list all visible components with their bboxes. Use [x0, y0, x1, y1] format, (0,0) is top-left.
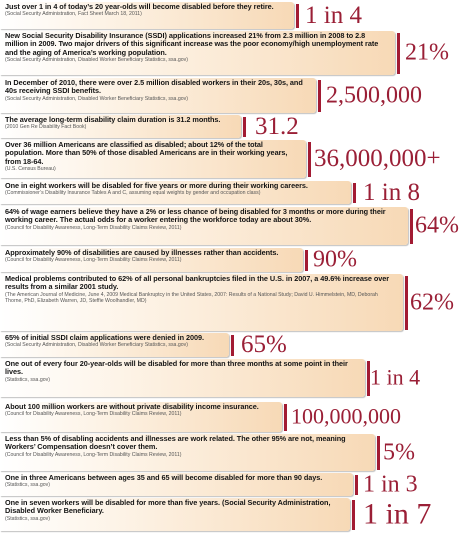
accent-bar	[296, 4, 299, 28]
fact-text: Just over 1 in 4 of today’s 20 year-olds will become disabled before they retire.	[5, 2, 274, 11]
fact-source: (Statistics, ssa.gov)	[5, 482, 50, 489]
fact-box	[0, 78, 316, 113]
fact-box	[0, 115, 241, 138]
fact-source: (Social Security Administration, Fact Sheet March 18, 2011)	[5, 11, 142, 18]
accent-bar	[308, 142, 311, 177]
fact-row	[0, 473, 474, 496]
fact-row	[0, 207, 474, 245]
fact-stat: 64%	[415, 212, 459, 239]
fact-stat: 1 in 8	[363, 178, 420, 206]
fact-box	[0, 248, 303, 272]
accent-bar	[352, 500, 355, 530]
fact-stat: 65%	[241, 331, 287, 358]
fact-text: Less than 5% of disabling accidents and illnesses are work related. The other 95% are not, meaning Workers’ Compensation doesn’t cover them.	[5, 434, 346, 452]
fact-box	[0, 31, 395, 75]
fact-box	[0, 473, 353, 496]
fact-source: (The American Journal of Medicine, June 4, 2009 Medical Bankruptcy in the United States, 2007: Results of a National Study; David U. Himmelstein, MD, Deborah Thorne, PhD, Elizabeth Warren, JD, Steffie Woolhandler, MD)	[5, 291, 378, 305]
accent-bar	[355, 475, 358, 495]
fact-text: One in eight workers will be disabled for five years or more during their working careers.	[5, 181, 308, 190]
fact-stat: 100,000,000	[291, 403, 401, 429]
fact-row	[0, 434, 474, 471]
fact-box	[0, 402, 282, 432]
fact-text: One in seven workers will be disabled for more than five years. (Social Security Administration, Disabled Worker Beneficiary.	[5, 498, 331, 516]
accent-bar	[377, 436, 380, 470]
accent-bar	[318, 80, 321, 112]
accent-bar	[231, 335, 234, 356]
accent-bar	[305, 250, 308, 271]
fact-source: (Statistics, ssa.gov)	[5, 515, 50, 522]
fact-source: (Statistics, ssa.gov)	[5, 376, 50, 383]
fact-text: 64% of wage earners believe they have a 2% or less chance of being disabled for 3 months or more during their working career. The actual odds for a worker entering the workforce today are about 30%.	[5, 207, 386, 225]
fact-row	[0, 402, 474, 432]
fact-source: (Social Security Administration, Disabled Worker Beneficiary Statistics, ssa.gov)	[5, 95, 188, 102]
fact-stat: 5%	[383, 439, 415, 466]
fact-row	[0, 178, 474, 206]
fact-source: (Commissioner’s Disability Insurance Tables A and C, assuming equal weights by gender and occupation class)	[5, 190, 261, 197]
fact-box	[0, 274, 403, 331]
fact-source: (Council for Disability Awareness, Long-Term Disability Claims Review, 2011)	[5, 411, 182, 418]
accent-bar	[410, 209, 413, 244]
fact-box	[0, 181, 351, 204]
fact-box	[0, 359, 365, 397]
fact-text: The average long-term disability claim duration is 31.2 months.	[5, 115, 221, 124]
fact-source: (Council for Disability Awareness, Long-Term Disability Claims Review, 2011)	[5, 451, 182, 458]
fact-row	[0, 498, 474, 531]
accent-bar	[284, 404, 287, 431]
fact-row	[0, 31, 474, 75]
fact-box	[0, 2, 294, 29]
fact-text: One out of every four 20-year-olds will be disabled for more than three months at some point in their lives.	[5, 359, 348, 377]
fact-stat: 21%	[405, 39, 449, 66]
fact-stat: 90%	[313, 246, 357, 273]
fact-box	[0, 333, 229, 357]
fact-text: 65% of initial SSDI claim applications were denied in 2009.	[5, 333, 204, 342]
fact-box	[0, 498, 350, 531]
fact-source: (U.S. Census Bureau)	[5, 166, 56, 173]
fact-row	[0, 359, 474, 397]
fact-stat: 1 in 4	[305, 1, 362, 29]
fact-stat: 36,000,000+	[314, 145, 441, 172]
fact-stat: 1 in 7	[363, 496, 432, 530]
accent-bar	[353, 183, 356, 203]
fact-row	[0, 112, 474, 140]
fact-stat: 1 in 4	[370, 364, 421, 390]
fact-row	[0, 2, 474, 29]
fact-source: (Council for Disability Awareness, Long-Term Disability Claims Review, 2011)	[5, 224, 182, 231]
fact-text: In December of 2010, there were over 2.5 million disabled workers in their 20s, 30s, and 40s receiving SSDI benefits.	[5, 78, 303, 96]
fact-box	[0, 207, 408, 245]
fact-row	[0, 140, 474, 178]
fact-source: (Council for Disability Awareness, Long-Term Disability Claims Review, 2011)	[5, 257, 182, 264]
fact-stat: 31.2	[255, 112, 299, 140]
accent-bar	[397, 33, 400, 74]
accent-bar	[405, 276, 408, 330]
fact-row	[0, 248, 474, 272]
fact-source: (Social Security Administration, Disabled Worker Beneficiary Statistics, ssa.gov)	[5, 57, 188, 64]
fact-box	[0, 434, 375, 471]
fact-row	[0, 78, 474, 113]
fact-stat: 1 in 3	[363, 471, 418, 498]
fact-text: Approximately 90% of disabilities are caused by illnesses rather than accidents.	[5, 248, 279, 257]
fact-text: About 100 million workers are without private disability income insurance.	[5, 402, 259, 411]
fact-stat: 62%	[410, 289, 454, 316]
fact-row	[0, 333, 474, 357]
fact-text: One in three Americans between ages 35 and 65 will become disabled for more than 90 days.	[5, 473, 323, 482]
fact-row	[0, 274, 474, 331]
fact-source: (2010 Gen Re Disability Fact Book)	[5, 124, 87, 131]
fact-source: (Social Security Administration, Disabled Worker Beneficiary Statistics, ssa.gov)	[5, 342, 188, 349]
fact-text: New Social Security Disability Insurance (SSDI) applications increased 21% from 2.3 million in 2008 to 2.8 million in 2009. Two major drivers of this significant increase was the poor economy/high unemployment rate and the aging of America’s working population.	[5, 31, 379, 57]
fact-box	[0, 140, 306, 178]
accent-bar	[243, 117, 246, 137]
fact-text: Over 36 million Americans are classified as disabled; about 12% of the total population. More than 50% of those disabled Americans are in their working years, from 18-64.	[5, 140, 288, 166]
fact-text: Medical problems contributed to 62% of all personal bankruptcies filed in the U.S. in 2007, a 49.6% increase over results from a similar 2001 study.	[5, 274, 390, 292]
fact-stat: 2,500,000	[326, 82, 422, 109]
